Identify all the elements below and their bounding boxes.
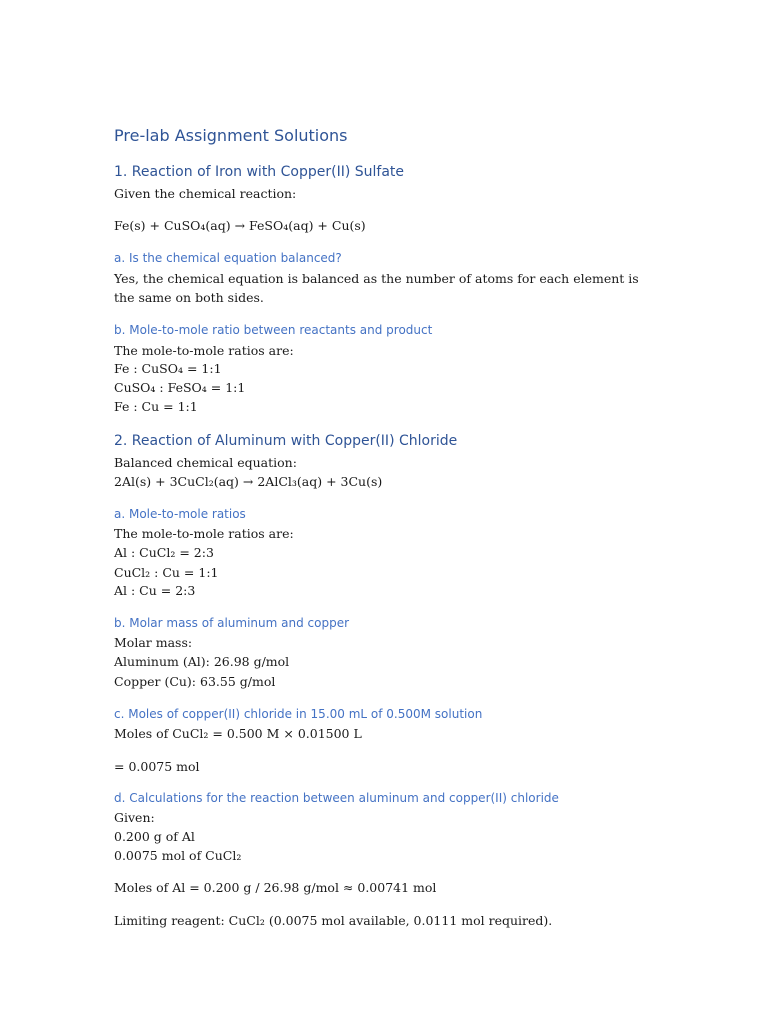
section-1-intro: Given the chemical reaction: (114, 186, 297, 201)
section-1b-intro: The mole-to-mole ratios are: (114, 343, 294, 358)
section-2-heading: 2. Reaction of Aluminum with Copper(II) Chloride (114, 433, 458, 449)
section-2b-heading: b. Molar mass of aluminum and copper (114, 616, 350, 630)
section-2-equation: 2Al(s) + 3CuCl₂(aq) → 2AlCl₃(aq) + 3Cu(s) (114, 474, 383, 489)
section-2b-intro: Molar mass: (114, 635, 193, 650)
section-2-intro: Balanced chemical equation: (114, 455, 297, 470)
ratio-line: CuCl₂ : Cu = 1:1 (114, 565, 219, 580)
ratio-line: Fe : Cu = 1:1 (114, 399, 198, 414)
molar-mass-line: Copper (Cu): 63.55 g/mol (114, 674, 276, 689)
section-2c-line-1: Moles of CuCl₂ = 0.500 M × 0.01500 L (114, 726, 362, 741)
section-1a-heading: a. Is the chemical equation balanced? (114, 251, 342, 265)
ratio-line: Fe : CuSO₄ = 1:1 (114, 361, 222, 376)
section-2c-heading: c. Moles of copper(II) chloride in 15.00 mL of 0.500M solution (114, 707, 483, 721)
page-title: Pre-lab Assignment Solutions (114, 126, 348, 145)
section-2d-limiting: Limiting reagent: CuCl₂ (0.0075 mol available, 0.0111 mol required). (114, 913, 553, 928)
section-1-heading: 1. Reaction of Iron with Copper(II) Sulfate (114, 164, 405, 180)
given-line: 0.200 g of Al (114, 829, 195, 844)
ratio-line: Al : CuCl₂ = 2:3 (114, 545, 214, 560)
section-2d-heading: d. Calculations for the reaction between aluminum and copper(II) chloride (114, 791, 559, 805)
section-2a-heading: a. Mole-to-mole ratios (114, 507, 246, 521)
section-2a-intro: The mole-to-mole ratios are: (114, 526, 294, 541)
section-1a-text: Yes, the chemical equation is balanced as the number of atoms for each element is the same on both sides. (114, 271, 639, 305)
ratio-line: Al : Cu = 2:3 (114, 583, 196, 598)
section-1b-heading: b. Mole-to-mole ratio between reactants and product (114, 323, 433, 337)
section-1-equation: Fe(s) + CuSO₄(aq) → FeSO₄(aq) + Cu(s) (114, 218, 366, 233)
section-2d-given: Given: (114, 810, 155, 825)
molar-mass-line: Aluminum (Al): 26.98 g/mol (114, 654, 290, 669)
given-line: 0.0075 mol of CuCl₂ (114, 848, 242, 863)
section-2d-moles-al: Moles of Al = 0.200 g / 26.98 g/mol ≈ 0.00741 mol (114, 880, 437, 895)
section-2c-line-2: = 0.0075 mol (114, 759, 200, 774)
ratio-line: CuSO₄ : FeSO₄ = 1:1 (114, 380, 246, 395)
